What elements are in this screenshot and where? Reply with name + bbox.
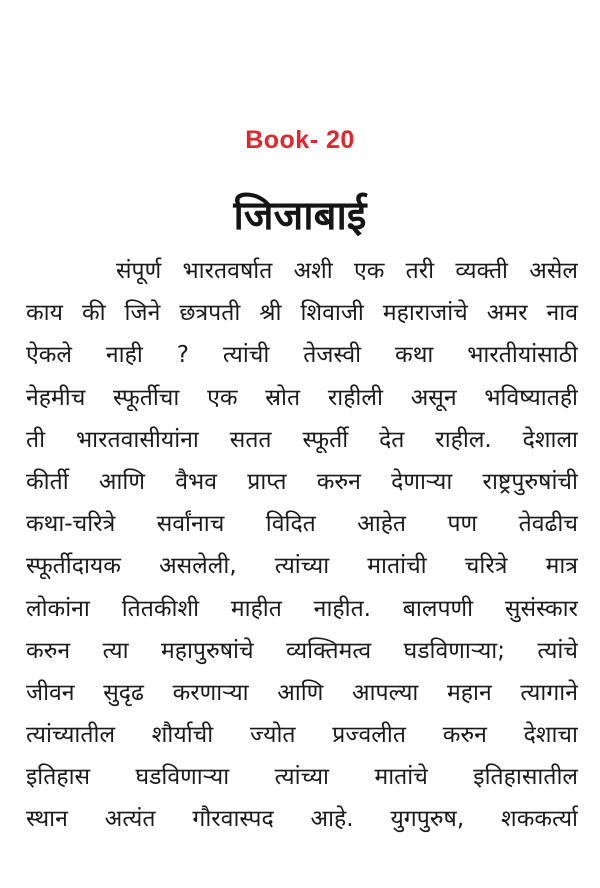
paragraph-line: ती भारतवासीयांना सतत स्फूर्ती देत राहील. देशाला	[26, 426, 578, 453]
paragraph-line: काय की जिने छत्रपती श्री शिवाजी महाराजांचे अमर नाव	[26, 300, 578, 327]
book-number-label: Book- 20	[245, 126, 355, 154]
body-paragraph	[26, 250, 578, 841]
paragraph-line: संपूर्ण भारतवर्षात अशी एक तरी व्यक्ती असेल	[116, 258, 578, 284]
paragraph-line: नेहमीच स्फूर्तीचा एक स्रोत राहीली असून भविष्यातही	[26, 384, 578, 411]
paragraph-line: स्फूर्तीदायक असलेली, त्यांच्या मातांची चरित्रे मात्र	[26, 553, 578, 580]
paragraph-line: करुन त्या महापुरुषांचे व्यक्तिमत्व घडविणाऱ्या; त्यांचे	[26, 637, 578, 664]
paragraph-line: इतिहास घडविणाऱ्या त्यांच्या मातांचे इतिहासातील	[26, 764, 578, 791]
paragraph-line: कथा-चरित्रे सर्वांनाच विदित आहेत पण तेवढीच	[26, 511, 578, 538]
paragraph-line: लोकांना तितकीशी माहीत नाहीत. बालपणी सुसंस्कार	[26, 595, 578, 622]
paragraph-line: त्यांच्यातील शौर्याची ज्योत प्रज्वलीत करुन देशाचा	[26, 722, 578, 749]
paragraph-line: ऐकले नाही ? त्यांची तेजस्वी कथा भारतीयांसाठी	[26, 342, 578, 369]
page-title: जिजाबाई	[233, 193, 367, 239]
paragraph-line: स्थान अत्यंत गौरवास्पद आहे. युगपुरुष, शककर्त्या	[26, 806, 578, 833]
paragraph-line: जीवन सुदृढ करणाऱ्या आणि आपल्या महान त्यागाने	[26, 679, 578, 706]
paragraph-line: कीर्ती आणि वैभव प्राप्त करुन देणाऱ्या राष्ट्रपुरुषांची	[26, 468, 578, 495]
